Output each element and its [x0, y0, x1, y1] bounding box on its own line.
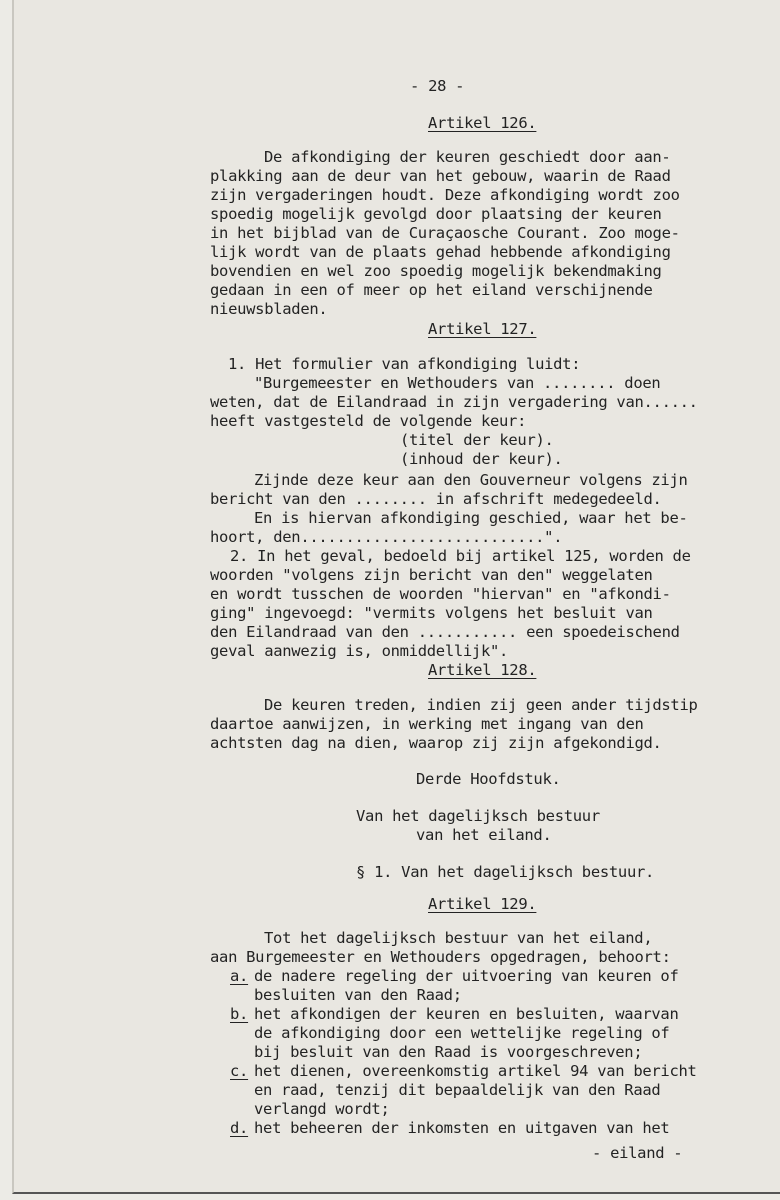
art126-line: lijk wordt van de plaats gehad hebbende afkondiging: [210, 243, 671, 261]
list-item-line: het beheeren der inkomsten en uitgaven van het: [254, 1119, 670, 1137]
chapter-title: Derde Hoofdstuk.: [416, 770, 561, 788]
list-item-line: verlangd wordt;: [254, 1100, 390, 1118]
art126-line: De afkondiging der keuren geschiedt door aan-: [264, 148, 671, 166]
article-128-heading: Artikel 128.: [428, 661, 537, 679]
list-item-label: d.: [230, 1119, 249, 1137]
art127-line: (titel der keur).: [400, 431, 554, 449]
list-item-line: het dienen, overeenkomstig artikel 94 van bericht: [254, 1062, 697, 1080]
art127-line: (inhoud der keur).: [400, 450, 563, 468]
art128-line: De keuren treden, indien zij geen ander tijdstip: [264, 696, 698, 714]
art127-line: geval aanwezig is, onmiddellijk".: [210, 642, 509, 660]
art127-line: weten, dat de Eilandraad in zijn vergadering van......: [210, 393, 698, 411]
art127-line: bericht van den ........ in afschrift medegedeeld.: [210, 490, 662, 508]
art127-line: En is hiervan afkondiging geschied, waar het be-: [254, 509, 688, 527]
page-number: - 28 -: [410, 77, 465, 95]
list-item-line: de nadere regeling der uitvoering van keuren of: [254, 967, 679, 985]
art128-line: achtsten dag na dien, waarop zij zijn afgekondigd.: [210, 734, 662, 752]
art127-line: en wordt tusschen de woorden "hiervan" en "afkondi-: [210, 585, 671, 603]
art126-line: spoedig mogelijk gevolgd door plaatsing der keuren: [210, 205, 662, 223]
art126-line: zijn vergaderingen houdt. Deze afkondiging wordt zoo: [210, 186, 680, 204]
art127-line: woorden "volgens zijn bericht van den" weggelaten: [210, 566, 653, 584]
catchword: - eiland -: [592, 1144, 683, 1162]
article-126-heading: Artikel 126.: [428, 114, 537, 132]
art127-line: hoort, den...........................".: [210, 528, 563, 546]
art128-line: daartoe aanwijzen, in werking met ingang van den: [210, 715, 644, 733]
art127-line: "Burgemeester en Wethouders van ........ doen: [254, 374, 661, 392]
art127-line: Zijnde deze keur aan den Gouverneur volgens zijn: [254, 471, 688, 489]
chapter-subtitle: Van het dagelijksch bestuur: [356, 807, 600, 825]
art127-line: 2. In het geval, bedoeld bij artikel 125, worden de: [230, 547, 691, 565]
list-item-label: a.: [230, 967, 249, 985]
list-item-label: c.: [230, 1062, 249, 1080]
article-127-heading: Artikel 127.: [428, 320, 537, 338]
art129-intro: aan Burgemeester en Wethouders opgedragen, behoort:: [210, 948, 671, 966]
art127-line: ging" ingevoegd: "vermits volgens het besluit van: [210, 604, 653, 622]
art126-line: in het bijblad van de Curaçaosche Courant. Zoo moge-: [210, 224, 680, 242]
list-item-label: b.: [230, 1005, 249, 1023]
section-heading: § 1. Van het dagelijksch bestuur.: [356, 863, 655, 881]
list-item-line: het afkondigen der keuren en besluiten, waarvan: [254, 1005, 679, 1023]
art127-line: den Eilandraad van den ........... een spoedeischend: [210, 623, 680, 641]
article-129-heading: Artikel 129.: [428, 895, 537, 913]
chapter-subtitle: van het eiland.: [416, 826, 552, 844]
list-item-line: bij besluit van den Raad is voorgeschreven;: [254, 1043, 643, 1061]
list-item-line: en raad, tenzij dit bepaaldelijk van den Raad: [254, 1081, 661, 1099]
art127-line: heeft vastgesteld de volgende keur:: [210, 412, 527, 430]
art126-line: plakking aan de deur van het gebouw, waarin de Raad: [210, 167, 671, 185]
art127-line: 1. Het formulier van afkondiging luidt:: [228, 355, 581, 373]
list-item-line: de afkondiging door een wettelijke regeling of: [254, 1024, 670, 1042]
art126-line: bovendien en wel zoo spoedig mogelijk bekendmaking: [210, 262, 662, 280]
art126-line: gedaan in een of meer op het eiland verschijnende: [210, 281, 653, 299]
list-item-line: besluiten van den Raad;: [254, 986, 462, 1004]
art126-line: nieuwsbladen.: [210, 300, 328, 318]
document-page: [12, 0, 780, 1194]
art129-intro: Tot het dagelijksch bestuur van het eiland,: [264, 929, 653, 947]
